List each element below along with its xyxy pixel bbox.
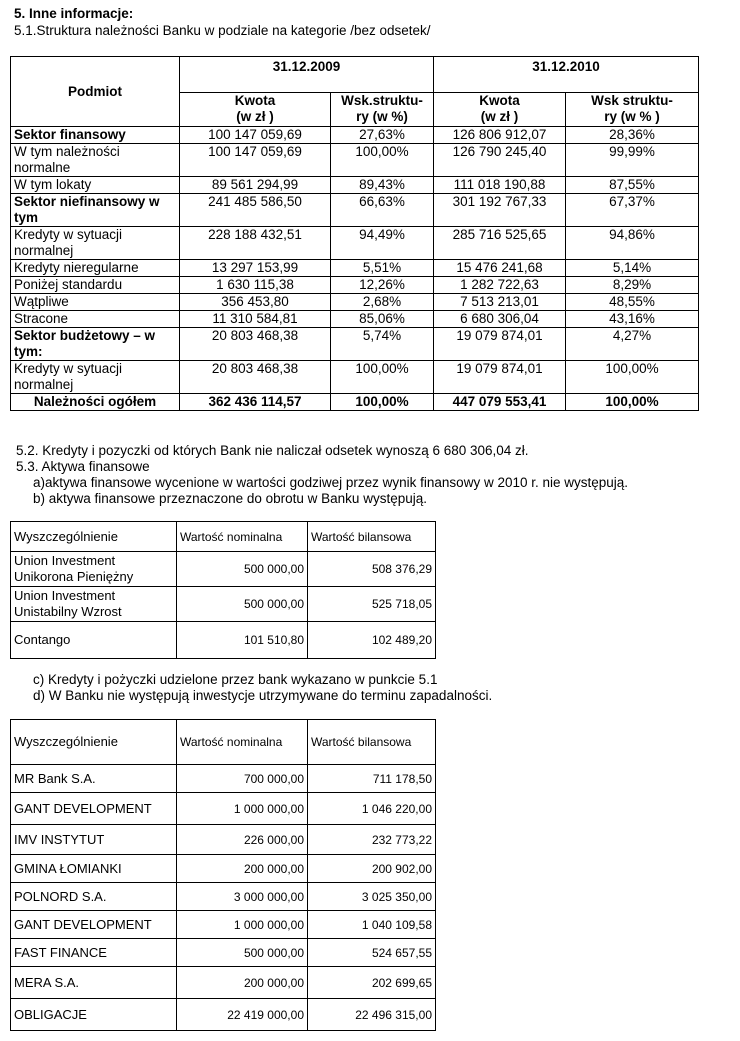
investment-name: IMV INSTYTUT	[11, 825, 177, 855]
total-label: Należności ogółem	[11, 394, 180, 411]
balance-value: 524 657,55	[308, 939, 436, 967]
investment-name: OBLIGACJE	[11, 999, 177, 1031]
table-row	[11, 311, 699, 328]
structure-2009: 27,63%	[331, 127, 434, 144]
row-label: Kredyty nieregularne	[11, 260, 180, 277]
amount-2009: 356 453,80	[180, 294, 331, 311]
note-5-3: 5.3. Aktywa finansowe	[16, 459, 150, 474]
table-row	[11, 552, 436, 587]
table-row	[11, 227, 699, 260]
structure-2010: 100,00%	[566, 361, 699, 394]
amount-2009: 89 561 294,99	[180, 177, 331, 194]
table-row	[11, 825, 436, 855]
table-row	[11, 260, 699, 277]
header-subject: Podmiot	[11, 57, 180, 127]
amount-2009: 241 485 586,50	[180, 194, 331, 227]
table-row	[11, 855, 436, 883]
structure-2010: 48,55%	[566, 294, 699, 311]
nominal-value: 101 510,80	[177, 622, 308, 659]
nominal-value: 500 000,00	[177, 552, 308, 587]
amount-2009: 100 147 059,69	[180, 127, 331, 144]
balance-value: 200 902,00	[308, 855, 436, 883]
t3-header-name: Wyszczególnienie	[11, 720, 177, 765]
row-label: W tym lokaty	[11, 177, 180, 194]
investment-name: GMINA ŁOMIANKI	[11, 855, 177, 883]
amount-2009: 20 803 468,38	[180, 361, 331, 394]
balance-value: 3 025 350,00	[308, 883, 436, 911]
balance-value: 1 046 220,00	[308, 793, 436, 825]
investment-name: GANT DEVELOPMENT	[11, 911, 177, 939]
amount-2009: 11 310 584,81	[180, 311, 331, 328]
note-5-2: 5.2. Kredyty i pozyczki od których Bank nie naliczał odsetek wynoszą 6 680 306,04 zł.	[16, 443, 529, 458]
total-amount-2009: 362 436 114,57	[180, 394, 331, 411]
balance-value: 22 496 315,00	[308, 999, 436, 1031]
balance-value: 711 178,50	[308, 765, 436, 793]
amount-2010: 111 018 190,88	[434, 177, 566, 194]
table-row	[11, 587, 436, 622]
amount-2010: 301 192 767,33	[434, 194, 566, 227]
structure-2009: 5,51%	[331, 260, 434, 277]
table-row	[11, 328, 699, 361]
nominal-value: 500 000,00	[177, 939, 308, 967]
amount-2010: 7 513 213,01	[434, 294, 566, 311]
structure-2010: 8,29%	[566, 277, 699, 294]
amount-2009: 13 297 153,99	[180, 260, 331, 277]
trading-assets-table	[10, 521, 436, 659]
amount-2010: 126 806 912,07	[434, 127, 566, 144]
structure-2010: 94,86%	[566, 227, 699, 260]
amount-2010: 19 079 874,01	[434, 361, 566, 394]
note-5-3-b: b) aktywa finansowe przeznaczone do obrotu w Banku występują.	[33, 491, 427, 506]
table-row	[11, 277, 699, 294]
t3-header-balance: Wartość bilansowa	[308, 720, 436, 765]
structure-2009: 12,26%	[331, 277, 434, 294]
table-row	[11, 999, 436, 1031]
nominal-value: 200 000,00	[177, 855, 308, 883]
table-row	[11, 793, 436, 825]
investment-name: FAST FINANCE	[11, 939, 177, 967]
structure-2009: 89,43%	[331, 177, 434, 194]
amount-2009: 20 803 468,38	[180, 328, 331, 361]
amount-2010: 19 079 874,01	[434, 328, 566, 361]
balance-value: 525 718,05	[308, 587, 436, 622]
row-label: Kredyty w sytuacji normalnej	[11, 361, 180, 394]
table-row	[11, 361, 699, 394]
investment-name: MR Bank S.A.	[11, 765, 177, 793]
investments-table	[10, 719, 436, 1031]
investment-name: MERA S.A.	[11, 967, 177, 999]
structure-2009: 100,00%	[331, 361, 434, 394]
table-row	[11, 294, 699, 311]
header-amount-2010: Kwota (w zł )	[434, 93, 566, 127]
amount-2009: 1 630 115,38	[180, 277, 331, 294]
asset-name: Union Investment Unistabilny Wzrost	[11, 587, 177, 622]
nominal-value: 22 419 000,00	[177, 999, 308, 1031]
structure-2009: 2,68%	[331, 294, 434, 311]
header-structure-2010: Wsk struktu- ry (w % )	[566, 93, 699, 127]
table-row	[11, 967, 436, 999]
structure-2009: 5,74%	[331, 328, 434, 361]
section-heading: 5. Inne informacje:	[14, 6, 134, 21]
structure-2010: 87,55%	[566, 177, 699, 194]
row-label: Poniżej standardu	[11, 277, 180, 294]
receivables-structure-table	[10, 56, 699, 411]
t3-header-nominal: Wartość nominalna	[177, 720, 308, 765]
header-structure-2009: Wsk.struktu- ry (w %)	[331, 93, 434, 127]
amount-2010: 1 282 722,63	[434, 277, 566, 294]
nominal-value: 200 000,00	[177, 967, 308, 999]
amount-2010: 15 476 241,68	[434, 260, 566, 277]
nominal-value: 3 000 000,00	[177, 883, 308, 911]
amount-2010: 285 716 525,65	[434, 227, 566, 260]
structure-2009: 100,00%	[331, 144, 434, 177]
asset-name: Union Investment Unikorona Pieniężny	[11, 552, 177, 587]
amount-2009: 228 188 432,51	[180, 227, 331, 260]
row-label: Wątpliwe	[11, 294, 180, 311]
amount-2009: 100 147 059,69	[180, 144, 331, 177]
table-row	[11, 765, 436, 793]
structure-2009: 85,06%	[331, 311, 434, 328]
header-date-2009: 31.12.2009	[180, 57, 434, 93]
note-5-3-c: c) Kredyty i pożyczki udzielone przez bank wykazano w punkcie 5.1	[33, 672, 438, 687]
t2-header-balance: Wartość bilansowa	[308, 522, 436, 552]
header-date-2010: 31.12.2010	[434, 57, 699, 93]
row-label: W tym należności normalne	[11, 144, 180, 177]
investment-name: POLNORD S.A.	[11, 883, 177, 911]
structure-2010: 67,37%	[566, 194, 699, 227]
table-row	[11, 939, 436, 967]
structure-2010: 43,16%	[566, 311, 699, 328]
nominal-value: 500 000,00	[177, 587, 308, 622]
row-label: Stracone	[11, 311, 180, 328]
structure-2010: 5,14%	[566, 260, 699, 277]
amount-2010: 126 790 245,40	[434, 144, 566, 177]
balance-value: 202 699,65	[308, 967, 436, 999]
structure-2010: 28,36%	[566, 127, 699, 144]
table-row	[11, 622, 436, 659]
total-structure-2009: 100,00%	[331, 394, 434, 411]
row-label: Kredyty w sytuacji normalnej	[11, 227, 180, 260]
t2-header-name: Wyszczególnienie	[11, 522, 177, 552]
t2-header-nominal: Wartość nominalna	[177, 522, 308, 552]
header-amount-2009: Kwota (w zł )	[180, 93, 331, 127]
structure-2009: 94,49%	[331, 227, 434, 260]
table-row	[11, 127, 699, 144]
table-row	[11, 194, 699, 227]
note-5-3-a: a)aktywa finansowe wycenione w wartości godziwej przez wynik finansowy w 2010 r. nie występują.	[33, 475, 629, 490]
nominal-value: 1 000 000,00	[177, 911, 308, 939]
table-row	[11, 177, 699, 194]
table-row	[11, 144, 699, 177]
balance-value: 508 376,29	[308, 552, 436, 587]
structure-2009: 66,63%	[331, 194, 434, 227]
nominal-value: 1 000 000,00	[177, 793, 308, 825]
total-amount-2010: 447 079 553,41	[434, 394, 566, 411]
nominal-value: 226 000,00	[177, 825, 308, 855]
row-label: Sektor finansowy	[11, 127, 180, 144]
structure-2010: 4,27%	[566, 328, 699, 361]
total-structure-2010: 100,00%	[566, 394, 699, 411]
nominal-value: 700 000,00	[177, 765, 308, 793]
row-label: Sektor budżetowy – w tym:	[11, 328, 180, 361]
investment-name: GANT DEVELOPMENT	[11, 793, 177, 825]
table-row	[11, 883, 436, 911]
structure-2010: 99,99%	[566, 144, 699, 177]
balance-value: 232 773,22	[308, 825, 436, 855]
row-label: Sektor niefinansowy w tym	[11, 194, 180, 227]
balance-value: 102 489,20	[308, 622, 436, 659]
note-5-3-d: d) W Banku nie występują inwestycje utrzymywane do terminu zapadalności.	[33, 688, 493, 703]
amount-2010: 6 680 306,04	[434, 311, 566, 328]
asset-name: Contango	[11, 622, 177, 659]
table-row	[11, 911, 436, 939]
subsection-title-5-1: 5.1.Struktura należności Banku w podziale na kategorie /bez odsetek/	[14, 23, 431, 38]
balance-value: 1 040 109,58	[308, 911, 436, 939]
